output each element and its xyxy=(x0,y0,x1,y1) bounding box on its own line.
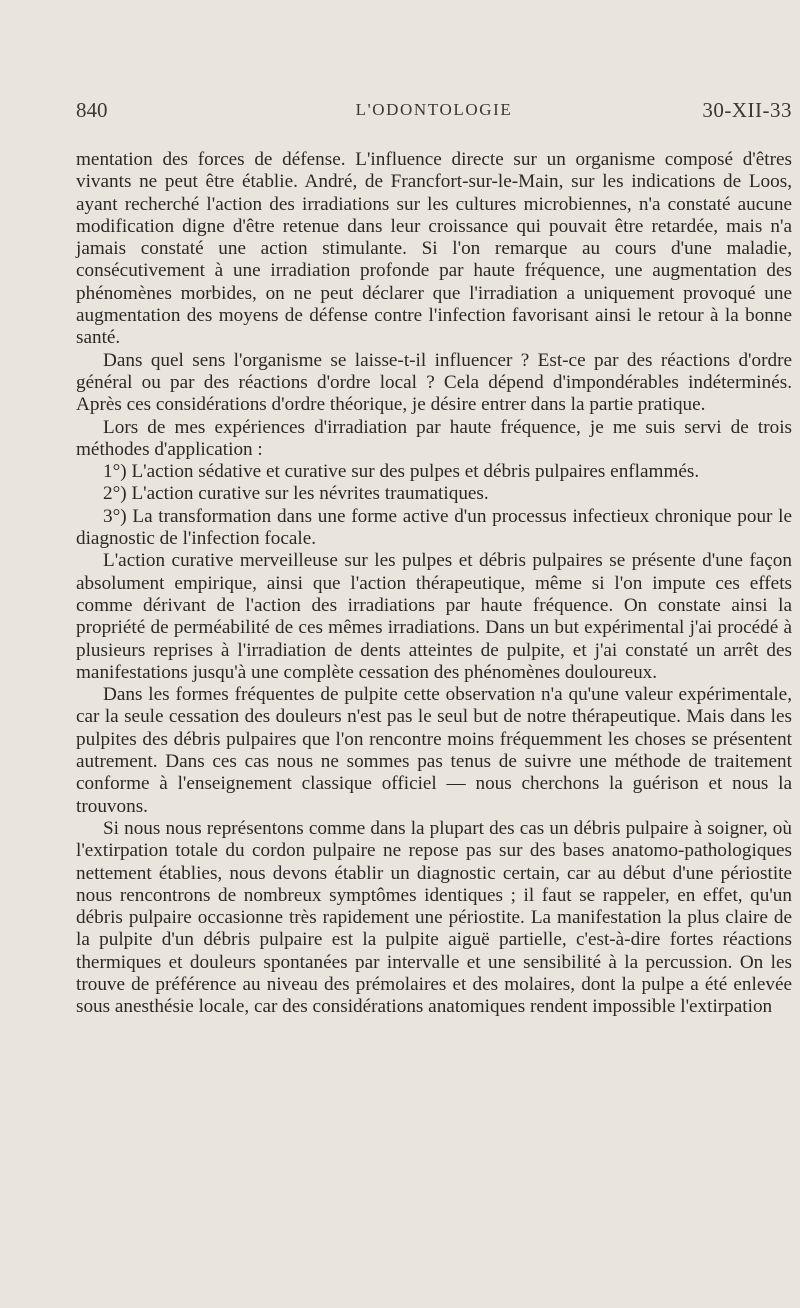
paragraph: Dans les formes fréquentes de pulpite cette observation n'a qu'une valeur expérimentale, car la seule cessation des douleurs n'est pas le seul but de notre thérapeutique. Mais dans les pulpites des débris pulpaires que l'on rencontre moins fréquemment les choses se présentent autrement. Dans ces cas nous ne sommes pas tenus de suivre une méthode de traitement conforme à l'enseignement classique officiel — nous cherchons la guérison et nous la trouvons. xyxy=(76,684,792,817)
paragraph: Lors de mes expériences d'irradiation par haute fréquence, je me suis servi de trois méthodes d'application : xyxy=(76,416,792,460)
paragraph-continued: mentation des forces de défense. L'influence directe sur un organisme composé d'êtres vivants ne peut être établie. André, de Francfort-sur-le-Main, sur les indications de Loos, ayant recherché l'action des irradiations sur les cultures microbiennes, n'a constaté aucune modification digne d'être retenue dans leur croissance qui pouvait être retardée, mais n'a jamais constaté une action stimulante. Si l'on remarque au cours d'une maladie, consécutivement à une irradiation profonde par haute fréquence, une augmentation des phénomènes morbides, on ne peut déclarer que l'irradiation a uniquement provoqué une augmentation des moyens de défense contre l'infection favorisant ainsi le retour à la bonne santé. xyxy=(76,149,792,349)
paragraph: L'action curative merveilleuse sur les pulpes et débris pulpaires se présente d'une façon absolument empirique, ainsi que l'action thérapeutique, même si l'on impute ces effets comme dérivant de l'action des irradiations par haute fréquence. On constate ainsi la propriété de perméabilité de ces mêmes irradiations. Dans un but expérimental j'ai procédé à plusieurs reprises à l'irradiation de dents atteintes de pulpite, et j'ai constaté un arrêt des manifestations jusqu'à une complète cessation des phénomènes douloureux. xyxy=(76,550,792,683)
list-item-1: 1°) L'action sédative et curative sur des pulpes et débris pulpaires enflammés. xyxy=(103,461,700,483)
body-text xyxy=(76,149,792,1019)
journal-title: L'ODONTOLOGIE xyxy=(355,100,513,119)
paragraph: Si nous nous représentons comme dans la plupart des cas un débris pulpaire à soigner, où l'extirpation totale du cordon pulpaire ne repose pas sur des bases anatomo-pathologiques nettement établies, nous devons établir un diagnostic certain, car au début d'une périostite nous rencontrons de nombreux symptômes identiques ; il faut se rappeler, en effet, qu'un débris pulpaire occasionne très rapidement une périostite. La manifestation la plus claire de la pulpite d'un débris pulpaire est la pulpite aiguë partielle, c'est-à-dire fortes réactions thermiques et douleurs spontanées par intervalle et une sensibilité à la percussion. On les trouve de préférence au niveau des prémolaires et des molaires, dont la pulpe a été enlevée sous anesthésie locale, car des considérations anatomiques rendent impossible l'extirpation xyxy=(76,817,792,1018)
list-item-2: 2°) L'action curative sur les névrites traumatiques. xyxy=(103,483,489,505)
running-header xyxy=(76,98,792,128)
page-number: 840 xyxy=(76,98,108,122)
list-item-3: 3°) La transformation dans une forme active d'un processus infectieux chronique pour le diagnostic de l'infection focale. xyxy=(76,505,792,550)
issue-date: 30-XII-33 xyxy=(702,98,792,122)
paragraph: Dans quel sens l'organisme se laisse-t-il influencer ? Est-ce par des réactions d'ordre général ou par des réactions d'ordre local ? Cela dépend d'impondérables indéterminés. Après ces considérations d'ordre théorique, je désire entrer dans la partie pratique. xyxy=(76,349,792,416)
